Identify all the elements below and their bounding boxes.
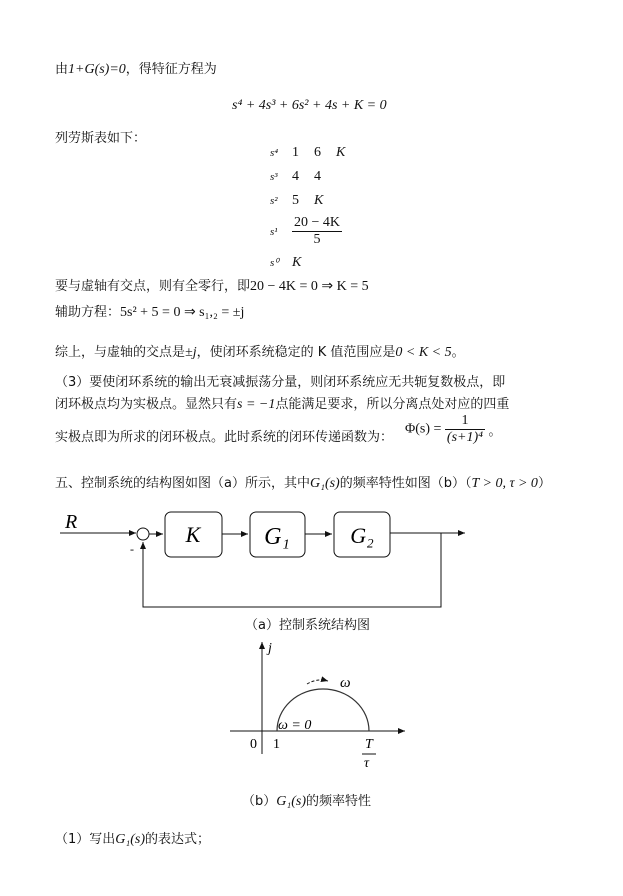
text: （1）写出 xyxy=(55,832,116,847)
math-g1: G₁(s) xyxy=(115,832,146,847)
text: ） xyxy=(537,476,551,491)
omega-zero-label: ω = 0 xyxy=(278,718,312,733)
routh-row xyxy=(270,145,358,161)
routh-cell: 4 xyxy=(292,169,299,184)
routh-row xyxy=(270,255,314,271)
question-5 xyxy=(55,472,551,492)
routh-intro: 列劳斯表如下： xyxy=(55,131,147,146)
math-critical-k: 20 − 4K = 0 ⇒ K = 5 xyxy=(250,279,369,294)
text: ，得特征方程为 xyxy=(125,62,217,77)
line-summary xyxy=(55,341,465,361)
text: 点能满足要求，所以分离点处对应的四重 xyxy=(275,397,510,412)
routh-cell: 5 xyxy=(292,193,299,208)
figure-b-caption xyxy=(242,790,371,810)
text: 的频率特性 xyxy=(306,794,372,809)
part3-line3 xyxy=(55,426,393,445)
text: ，使闭环系统稳定的 K 值范围应是 xyxy=(196,345,396,360)
text: 实极点即为所求的闭环极点。此时系统的闭环传递函数为： xyxy=(55,430,394,445)
tick-label-t: T xyxy=(365,737,373,752)
math-condition: T > 0, τ > 0 xyxy=(471,476,538,491)
text: 综上，与虚轴的交点是 xyxy=(55,345,186,360)
routh-cell: K xyxy=(336,145,346,160)
routh-cell: 4 xyxy=(314,169,321,184)
text: 五、控制系统的结构图如图（a）所示，其中 xyxy=(55,476,310,491)
fraction-numerator: 1 xyxy=(461,413,469,428)
part3-line2 xyxy=(55,393,509,413)
math-crossing-points: ±j xyxy=(185,345,197,360)
math-g1: G₁(s) xyxy=(309,476,340,491)
block-g1-label: G₁ xyxy=(264,524,290,550)
block-k-label: K xyxy=(185,522,201,547)
tf-fraction xyxy=(445,413,485,446)
routh-row xyxy=(270,193,336,209)
math-auxiliary-equation: 5s² + 5 = 0 ⇒ s₁,₂ = ±j xyxy=(120,305,245,320)
direction-arrow xyxy=(307,680,328,684)
text: 要与虚轴有交点，则有全零行，即 xyxy=(55,279,251,294)
figure-a-caption: （a）控制系统结构图 xyxy=(245,618,370,633)
text: 由 xyxy=(55,62,69,77)
line-auxiliary-equation xyxy=(55,301,244,321)
text: （b） xyxy=(242,794,277,809)
sub-question-1 xyxy=(55,828,210,848)
block-g2-label: G₂ xyxy=(350,523,374,548)
math-pole: s = −1 xyxy=(237,397,276,412)
part3-line1: （3）要使闭环系统的输出无衰减振荡分量，则闭环系统应无共轭复数极点，即 xyxy=(55,375,506,390)
math-stable-range: 0 < K < 5 xyxy=(395,345,452,360)
routh-cell: 1 xyxy=(292,145,299,160)
math-closed-loop-tf xyxy=(405,413,502,446)
routh-cell: K xyxy=(314,193,324,208)
routh-fraction xyxy=(292,215,342,248)
text: 闭环极点均为实极点。显然只有 xyxy=(55,397,238,412)
imaginary-axis-label: j xyxy=(268,641,272,656)
tick-label-1: 1 xyxy=(273,737,280,752)
input-label-r: R xyxy=(65,511,78,533)
block-diagram xyxy=(55,500,475,612)
routh-row-label: s⁴ xyxy=(270,147,279,159)
text: 的频率特性如图（b）（ xyxy=(339,476,472,491)
fraction-denominator: (s+1)⁴ xyxy=(446,430,483,445)
routh-row-label: s¹ xyxy=(270,225,278,238)
text: 。 xyxy=(451,345,465,360)
routh-row xyxy=(270,215,342,248)
frequency-response-plot xyxy=(222,632,422,782)
routh-cell: K xyxy=(292,255,302,270)
origin-label: 0 xyxy=(250,737,257,752)
routh-row-label: s⁰ xyxy=(270,257,279,269)
tick-label-tau: τ xyxy=(364,756,370,771)
text: 。 xyxy=(488,424,502,439)
routh-cell: 6 xyxy=(314,145,321,160)
characteristic-equation: s⁴ + 4s³ + 6s² + 4s + K = 0 xyxy=(232,98,387,113)
math-g1: G₁(s) xyxy=(276,794,307,809)
routh-row-label: s² xyxy=(270,195,278,207)
omega-label: ω xyxy=(340,675,351,691)
text: 辅助方程： xyxy=(55,305,121,320)
fraction-denominator: 5 xyxy=(292,231,342,248)
tf-lhs: Φ(s) = xyxy=(405,421,442,437)
line-characteristic-intro xyxy=(55,58,217,78)
routh-row-label: s³ xyxy=(270,171,278,183)
math-closed-loop-condition: 1+G(s)=0 xyxy=(68,62,126,77)
routh-row xyxy=(270,169,336,185)
text: 的表达式； xyxy=(145,832,211,847)
fraction-numerator: 20 − 4K xyxy=(294,215,341,230)
line-imag-axis-cross xyxy=(55,275,369,295)
summing-junction xyxy=(137,528,149,540)
minus-sign: - xyxy=(130,542,134,556)
